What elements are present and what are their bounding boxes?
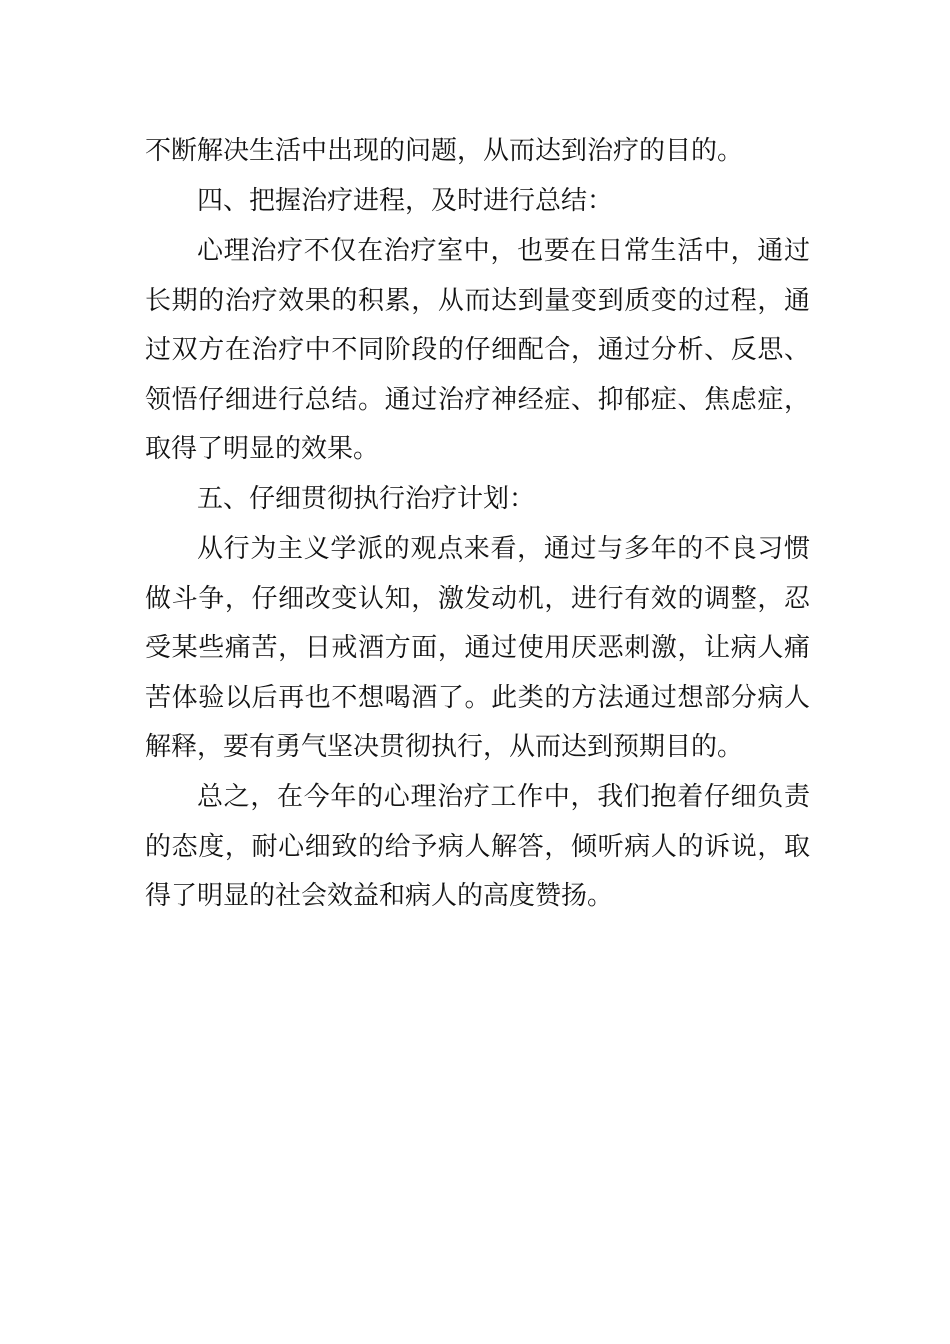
paragraph-line: 受某些痛苦，日戒酒方面，通过使用厌恶刺激，让病人痛	[145, 633, 810, 663]
paragraph-line: 不断解决生活中出现的问题，从而达到治疗的目的。	[145, 136, 744, 166]
section-heading-5: 五、仔细贯彻执行治疗计划：	[197, 484, 536, 514]
paragraph-line: 领悟仔细进行总结。通过治疗神经症、抑郁症、焦虑症，	[145, 385, 810, 415]
section-heading-4: 四、把握治疗进程，及时进行总结：	[197, 186, 614, 216]
paragraph-line: 做斗争，仔细改变认知，激发动机，进行有效的调整，忍	[145, 584, 810, 614]
paragraph-line: 从行为主义学派的观点来看，通过与多年的不良习惯	[197, 534, 810, 564]
paragraph-line: 的态度，耐心细致的给予病人解答，倾听病人的诉说，取	[145, 832, 810, 862]
paragraph-line: 取得了明显的效果。	[145, 434, 380, 464]
paragraph-line: 总之，在今年的心理治疗工作中，我们抱着仔细负责	[197, 782, 810, 812]
paragraph-line: 解释，要有勇气坚决贯彻执行，从而达到预期目的。	[145, 732, 744, 762]
paragraph-line: 得了明显的社会效益和病人的高度赞扬。	[145, 881, 614, 911]
paragraph-line: 长期的治疗效果的积累，从而达到量变到质变的过程，通	[145, 286, 810, 316]
paragraph-line: 过双方在治疗中不同阶段的仔细配合，通过分析、反思、	[145, 335, 810, 365]
paragraph-line: 苦体验以后再也不想喝酒了。此类的方法通过想部分病人	[145, 683, 810, 713]
paragraph-line: 心理治疗不仅在治疗室中，也要在日常生活中，通过	[197, 236, 810, 266]
